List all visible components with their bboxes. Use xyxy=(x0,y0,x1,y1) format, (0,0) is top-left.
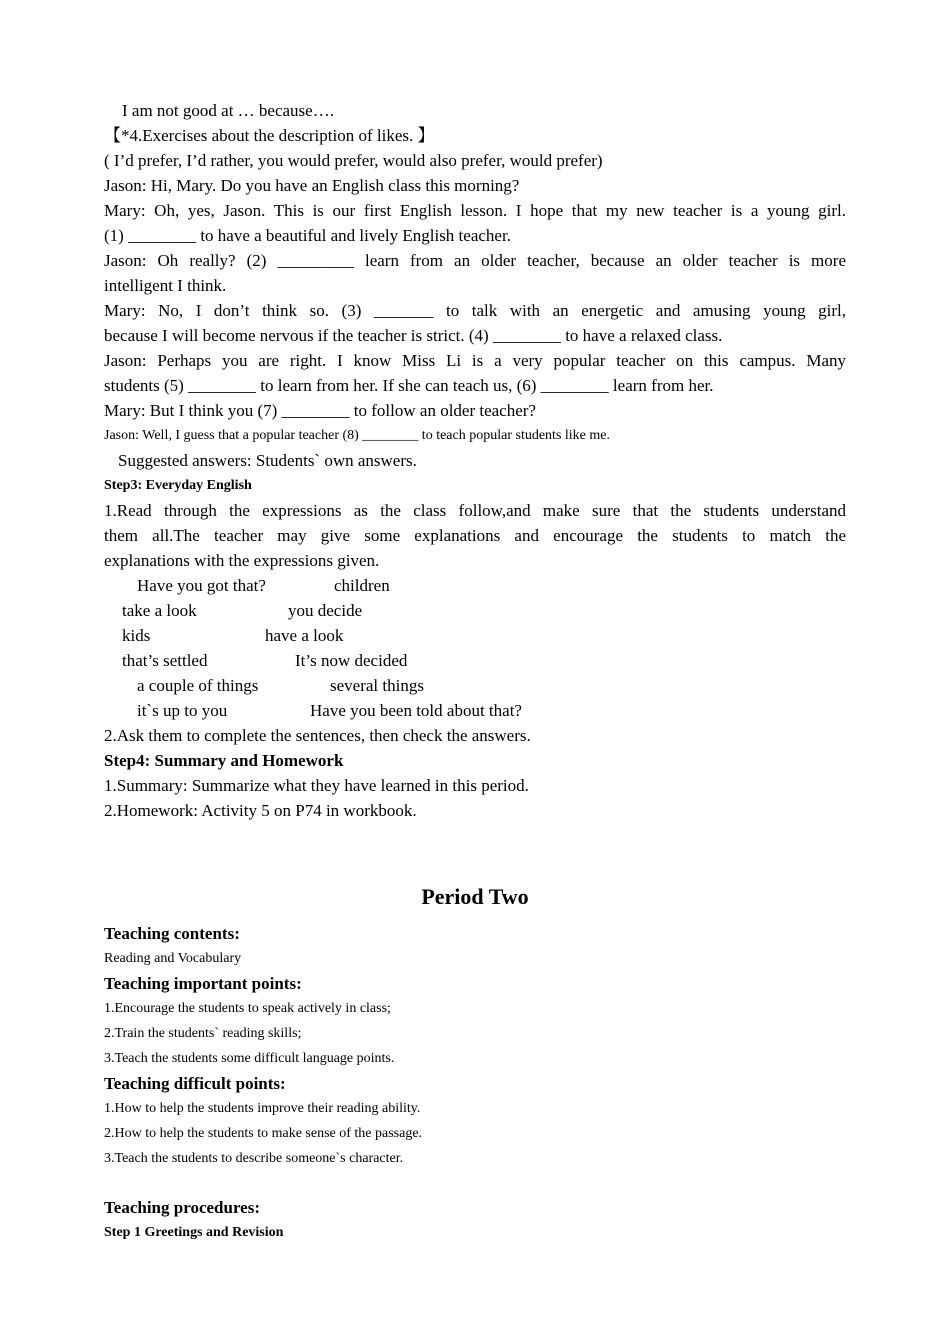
procedures-heading: Teaching procedures: xyxy=(104,1198,261,1217)
expression-left: kids xyxy=(122,626,151,645)
summary-line: 1.Summary: Summarize what they have learned in this period. xyxy=(104,776,529,795)
paragraph-line: 1.Read through the expressions as the class follow,and make sure that the students understand xyxy=(104,501,846,520)
dialogue-line: because I will become nervous if the teacher is strict. (4) ________ to have a relaxed class. xyxy=(104,326,723,345)
dialogue-line: Mary: No, I don’t think so. (3) _______ to talk with an energetic and amusing young girl, xyxy=(104,301,846,320)
text-line: I am not good at … because…. xyxy=(122,101,334,120)
difficult-points-heading: Teaching difficult points: xyxy=(104,1074,286,1093)
expression-left: it`s up to you xyxy=(137,701,228,720)
text-line: ( I’d prefer, I’d rather, you would prefer, would also prefer, would prefer) xyxy=(104,151,603,170)
step1-heading: Step 1 Greetings and Revision xyxy=(104,1225,284,1240)
contents-heading: Teaching contents: xyxy=(104,924,240,943)
period-title: Period Two xyxy=(421,884,529,909)
dialogue-line: Jason: Oh really? (2) _________ learn from an older teacher, because an older teacher is more xyxy=(104,251,846,270)
expression-left: take a look xyxy=(122,601,197,620)
important-points-heading: Teaching important points: xyxy=(104,974,302,993)
step4-heading: Step4: Summary and Homework xyxy=(104,751,344,770)
dialogue-line: Jason: Well, I guess that a popular teacher (8) ________ to teach popular students like me. xyxy=(104,428,610,443)
contents-text: Reading and Vocabulary xyxy=(104,951,242,966)
homework-line: 2.Homework: Activity 5 on P74 in workbook. xyxy=(104,801,417,820)
dialogue-line: Mary: But I think you (7) ________ to follow an older teacher? xyxy=(104,401,536,420)
paragraph-line: 2.Ask them to complete the sentences, then check the answers. xyxy=(104,726,531,745)
expression-right: several things xyxy=(330,676,424,695)
list-item: 3.Teach the students some difficult language points. xyxy=(104,1051,395,1066)
paragraph-line: explanations with the expressions given. xyxy=(104,551,380,570)
exercise-heading: 【*4.Exercises about the description of likes. 】 xyxy=(104,126,435,145)
dialogue-line: Jason: Hi, Mary. Do you have an English class this morning? xyxy=(104,176,520,195)
list-item: 2.How to help the students to make sense of the passage. xyxy=(104,1126,423,1141)
expression-left: Have you got that? xyxy=(137,576,266,595)
expression-right: children xyxy=(334,576,390,595)
paragraph-line: them all.The teacher may give some explanations and encourage the students to match the xyxy=(104,526,846,545)
dialogue-line: Mary: Oh, yes, Jason. This is our first English lesson. I hope that my new teacher is a young girl. xyxy=(104,201,846,220)
suggested-answers: Suggested answers: Students` own answers. xyxy=(118,451,417,470)
list-item: 3.Teach the students to describe someone`s character. xyxy=(104,1151,404,1166)
dialogue-line: (1) ________ to have a beautiful and lively English teacher. xyxy=(104,226,511,245)
dialogue-line: intelligent I think. xyxy=(104,276,227,295)
dialogue-line: students (5) ________ to learn from her. If she can teach us, (6) ________ learn from her. xyxy=(104,376,714,395)
expression-right: It’s now decided xyxy=(295,651,408,670)
expression-right: have a look xyxy=(265,626,344,645)
expression-right: Have you been told about that? xyxy=(310,701,522,720)
dialogue-line: Jason: Perhaps you are right. I know Miss Li is a very popular teacher on this campus. Many xyxy=(104,351,846,370)
expression-left: that’s settled xyxy=(122,651,208,670)
expression-right: you decide xyxy=(288,601,363,620)
expression-left: a couple of things xyxy=(137,676,259,695)
list-item: 1.How to help the students improve their reading ability. xyxy=(104,1101,421,1116)
list-item: 1.Encourage the students to speak actively in class; xyxy=(104,1001,391,1016)
list-item: 2.Train the students` reading skills; xyxy=(104,1026,302,1041)
step3-heading: Step3: Everyday English xyxy=(104,478,252,493)
